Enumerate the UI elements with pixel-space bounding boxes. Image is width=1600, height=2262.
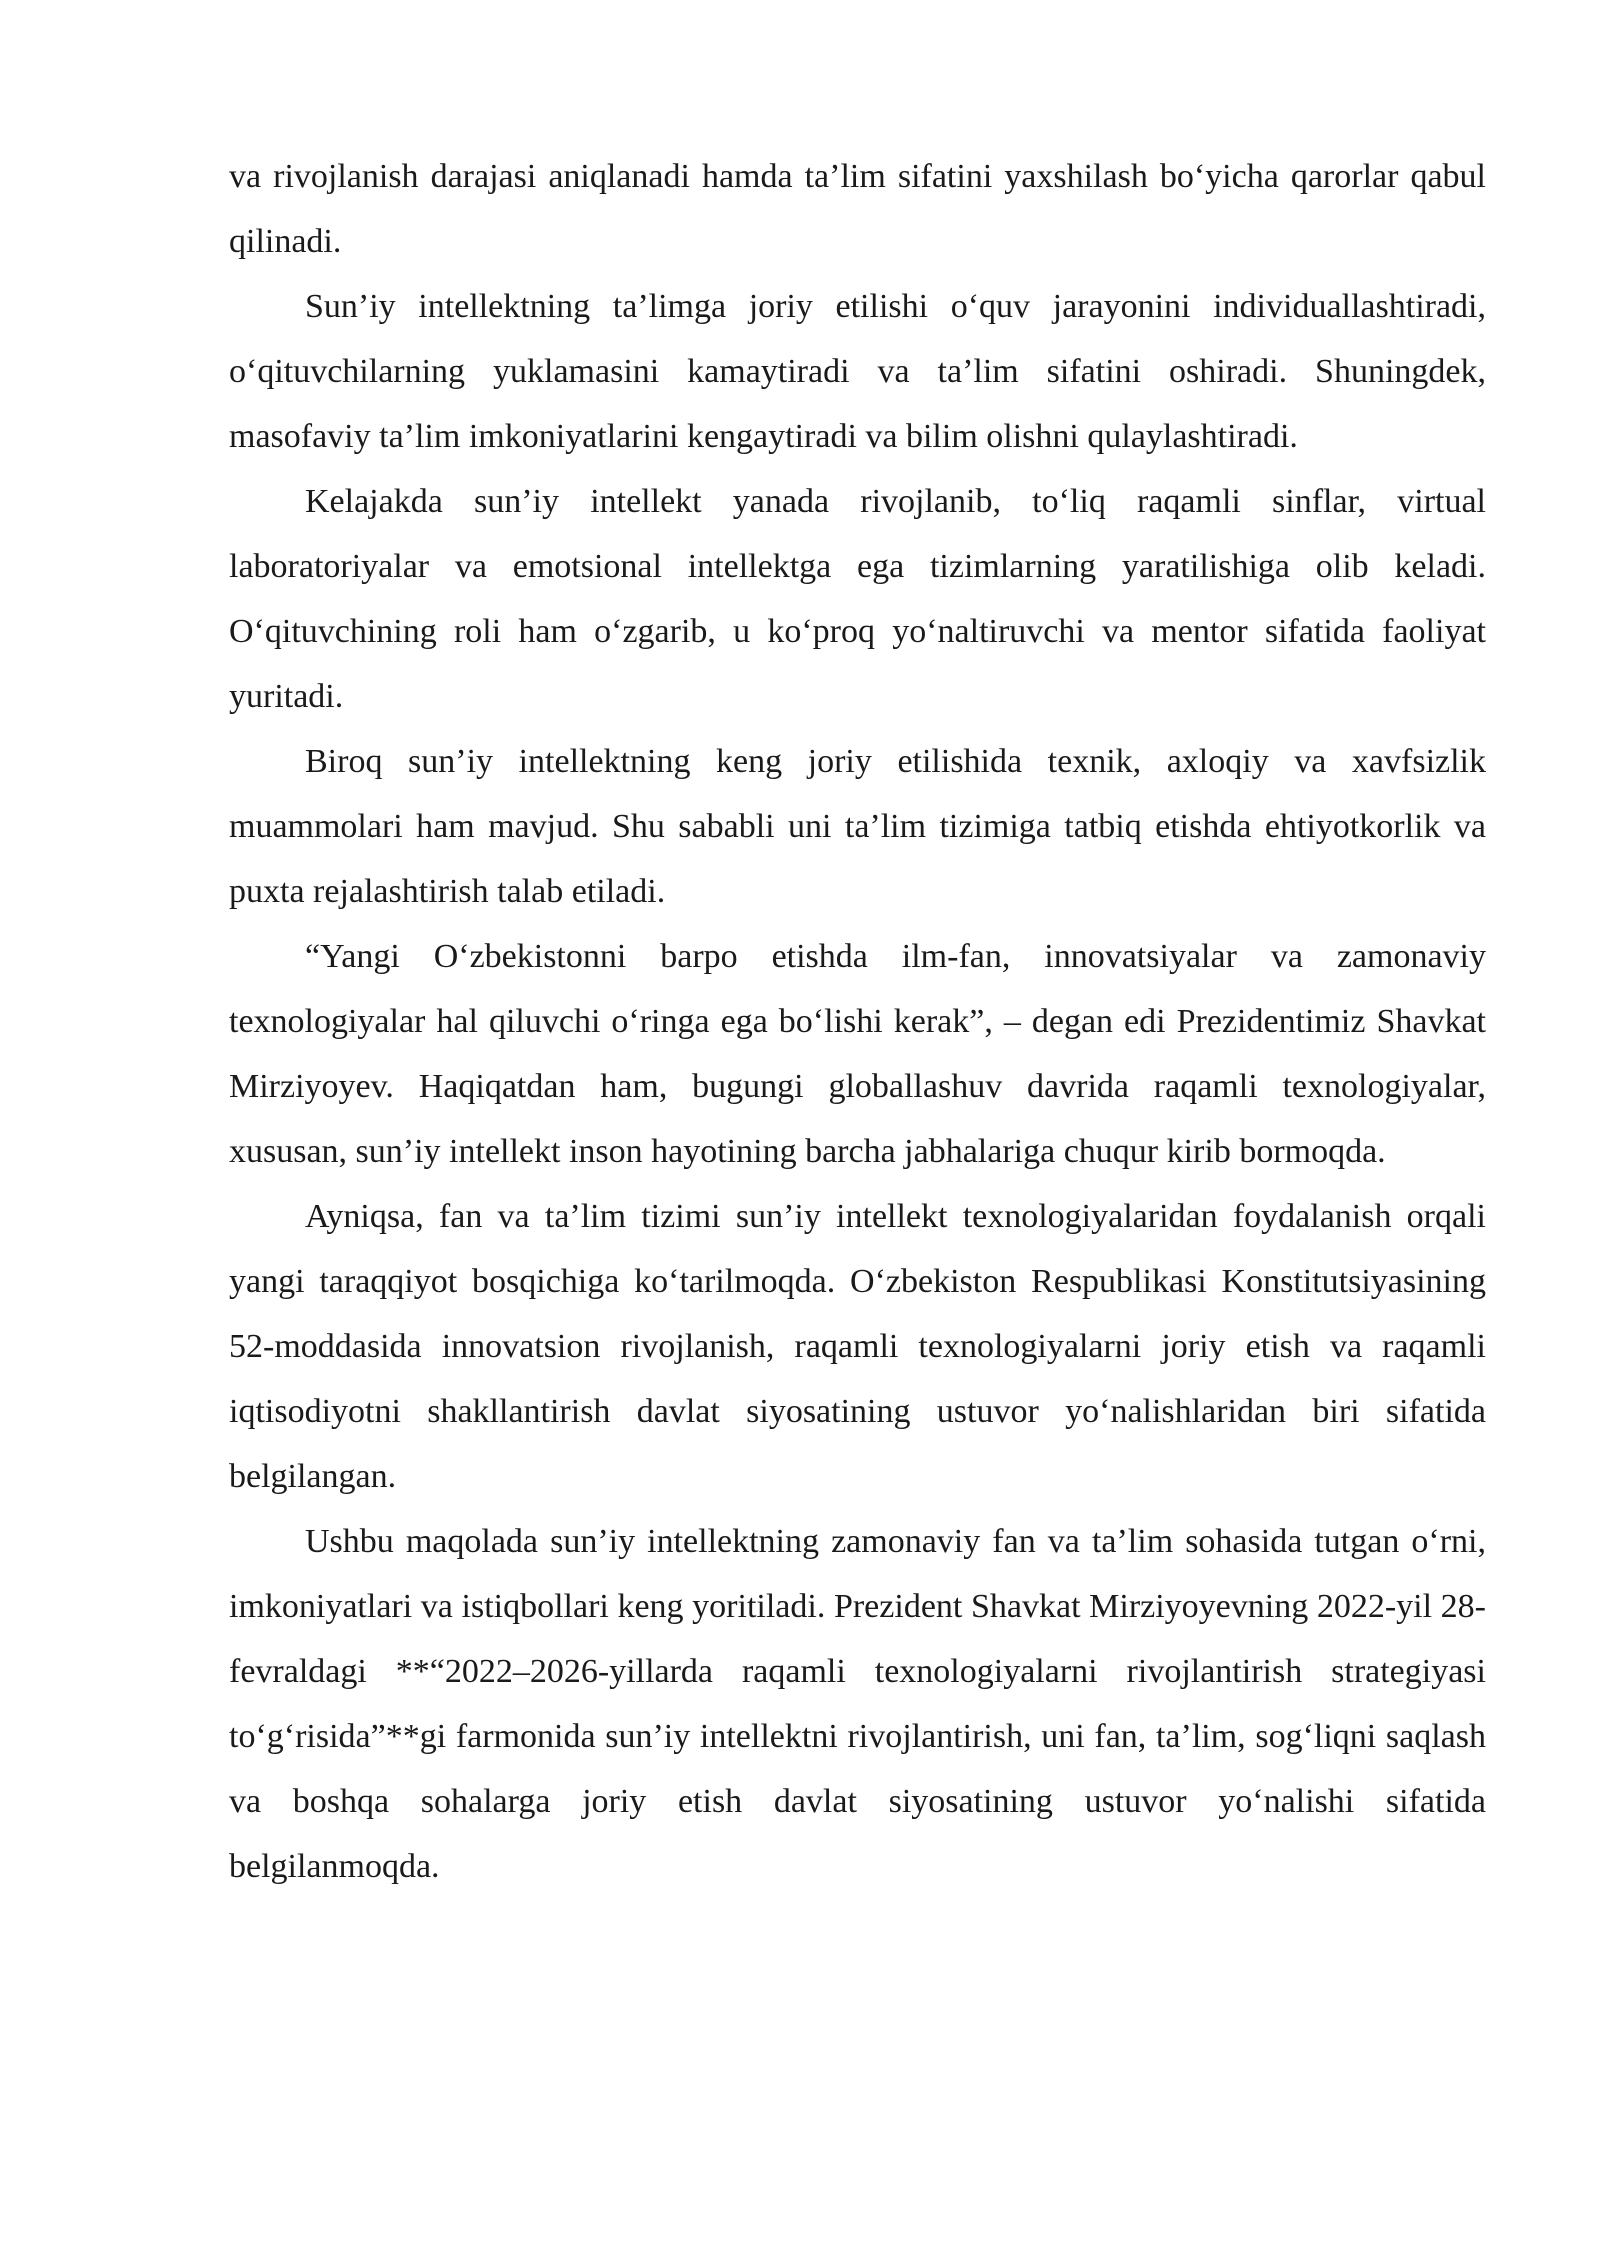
paragraph-article-scope: Ushbu maqolada sun’iy intellektning zamonaviy fan va ta’lim sohasida tutgan o‘rni, imkoniyatlari va istiqbollari keng yoritiladi. Prezident Shavkat Mirziyoyevning 2022-yil 28-fevraldagi **“2022–2026-yillarda raqamli texnologiyalarni rivojlantirish strategiyasi to‘g‘risida”**gi farmonida sun’iy intellektni rivojlantirish, uni fan, ta’lim, sog‘liqni saqlash va boshqa sohalarga joriy etish davlat siyosatining ustuvor yo‘nalishi sifatida belgilanmoqda. xyxy=(229,1523,1486,1885)
paragraph-ai-in-education-benefits: Sun’iy intellektning ta’limga joriy etilishi o‘quv jarayonini individuallashtiradi, o‘qituvchilarning yuklamasini kamaytiradi va ta’lim sifatini oshiradi. Shuningdek, masofaviy ta’lim imkoniyatlarini kengaytiradi va bilim olishni qulaylashtiradi. xyxy=(229,288,1486,455)
paragraph-continuation: va rivojlanish darajasi aniqlanadi hamda ta’lim sifatini yaxshilash bo‘yicha qarorlar qabul qilinadi. xyxy=(229,158,1486,260)
paragraph-president-quote: “Yangi O‘zbekistonni barpo etishda ilm-fan, innovatsiyalar va zamonaviy texnologiyalar hal qiluvchi o‘ringa ega bo‘lishi kerak”, – degan edi Prezidentimiz Shavkat Mirziyoyev. Haqiqatdan ham, bugungi globallashuv davrida raqamli texnologiyalar, xususan, sun’iy intellekt inson hayotining barcha jabhalariga chuqur kirib bormoqda. xyxy=(229,938,1486,1170)
paragraph-challenges: Biroq sun’iy intellektning keng joriy etilishida texnik, axloqiy va xavfsizlik muammolari ham mavjud. Shu sababli uni ta’lim tizimiga tatbiq etishda ehtiyotkorlik va puxta rejalashtirish talab etiladi. xyxy=(229,743,1486,910)
document-body xyxy=(229,144,1486,1899)
paragraph-constitution: Ayniqsa, fan va ta’lim tizimi sun’iy intellekt texnologiyalaridan foydalanish orqali yangi taraqqiyot bosqichiga ko‘tarilmoqda. O‘zbekiston Respublikasi Konstitutsiyasining 52-moddasida innovatsion rivojlanish, raqamli texnologiyalarni joriy etish va raqamli iqtisodiyotni shakllantirish davlat siyosatining ustuvor yo‘nalishlaridan biri sifatida belgilangan. xyxy=(229,1198,1486,1495)
paragraph-future-outlook: Kelajakda sun’iy intellekt yanada rivojlanib, to‘liq raqamli sinflar, virtual laboratoriyalar va emotsional intellektga ega tizimlarning yaratilishiga olib keladi. O‘qituvchining roli ham o‘zgarib, u ko‘proq yo‘naltiruvchi va mentor sifatida faoliyat yuritadi. xyxy=(229,483,1486,715)
